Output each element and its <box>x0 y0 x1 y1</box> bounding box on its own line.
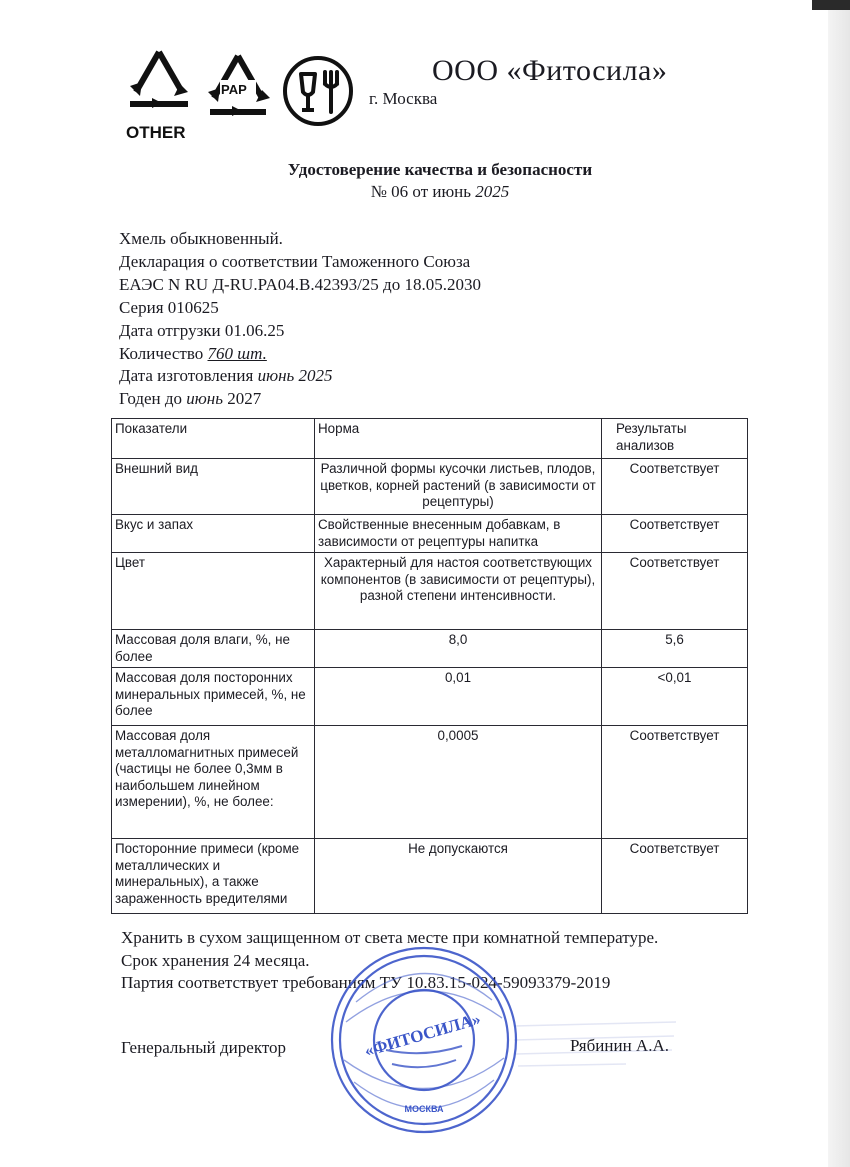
row-indicator: Внешний вид <box>112 459 315 515</box>
scan-corner-mark <box>812 0 850 10</box>
row-indicator: Массовая доля посторонних минеральных примесей, %, не более <box>112 668 315 726</box>
product-name: Хмель обыкновенный. <box>119 229 283 248</box>
director-title: Генеральный директор <box>121 1038 287 1057</box>
storage-note: Хранить в сухом защищенном от света месте при комнатной температуре. <box>121 928 659 947</box>
table-row <box>112 459 748 515</box>
expiry-label: Годен до <box>119 389 187 409</box>
header-cell-indicator: Показатели <box>112 419 315 459</box>
expiry-year: 2027 <box>222 389 262 409</box>
table-row <box>112 553 748 630</box>
header-cell-results: Результаты анализов <box>602 419 748 459</box>
declaration-line-2: ЕАЭС N RU Д-RU.PA04.B.42393/25 до 18.05.2030 <box>119 274 481 294</box>
row-result: Соответствует <box>602 839 748 914</box>
expiry-month: июнь <box>186 389 223 409</box>
document-title: Удостоверение качества и безопасности <box>287 160 593 179</box>
table-row <box>112 515 748 553</box>
quantity-value: 760 шт. <box>207 343 267 363</box>
row-norm: Не допускаются <box>315 839 602 914</box>
svg-text:«ФИТОСИЛА»: «ФИТОСИЛА» <box>362 1009 483 1061</box>
series: Серия 010625 <box>119 297 219 317</box>
manufacture-value: июнь 2025 <box>257 366 333 386</box>
table-row <box>112 839 748 914</box>
row-result: Соответствует <box>602 459 748 515</box>
header-cell-norm: Норма <box>315 419 602 459</box>
table-header-row <box>112 419 748 459</box>
row-indicator: Цвет <box>112 553 315 630</box>
svg-text:МОСКВА: МОСКВА <box>404 1104 444 1114</box>
company-city: г. Москва <box>369 89 438 108</box>
company-seal-stamp <box>326 942 522 1138</box>
row-indicator: Вкус и запах <box>112 515 315 553</box>
svg-text:OTHER: OTHER <box>126 123 186 142</box>
row-indicator: Массовая доля влаги, %, не более <box>112 630 315 668</box>
document-number-prefix: № 06 от июнь <box>370 182 476 201</box>
row-norm: Различной формы кусочки листьев, плодов, цветков, корней растений (в зависимости от рецептуры) <box>315 459 602 515</box>
row-norm: 0,01 <box>315 668 602 726</box>
table-row <box>112 726 748 839</box>
row-indicator: Массовая доля металломагнитных примесей (частицы не более 0,3мм в наибольшем линейном измерении), %, не более: <box>112 726 315 839</box>
company-name: ООО «Фитосила» <box>432 54 668 87</box>
table-row <box>112 668 748 726</box>
shipment-date: Дата отгрузки 01.06.25 <box>119 320 285 340</box>
manufacture-label: Дата изготовления <box>119 366 258 386</box>
table-row <box>112 630 748 668</box>
food-safe-glass-fork-icon <box>281 54 355 128</box>
row-result: Соответствует <box>602 553 748 630</box>
expiry-line <box>119 388 481 411</box>
row-result: Соответствует <box>602 515 748 553</box>
packaging-logos <box>118 46 358 146</box>
row-norm: Характерный для настоя соответствующих компонентов (в зависимости от рецептуры), разной степени интенсивности. <box>315 553 602 630</box>
faint-reverse-print <box>506 1014 686 1074</box>
quantity-label: Количество <box>119 343 208 363</box>
svg-text:PAP: PAP <box>221 82 247 97</box>
shelf-life-note: Срок хранения 24 месяца. <box>121 950 310 970</box>
row-norm: Свойственные внесенным добавкам, в зависимости от рецептуры напитка <box>315 515 602 553</box>
manufacture-line <box>119 365 481 388</box>
quality-table <box>111 418 748 914</box>
row-norm: 0,0005 <box>315 726 602 839</box>
row-result: <0,01 <box>602 668 748 726</box>
director-name: Рябинин А.А. <box>570 1036 669 1055</box>
recycle-other-icon <box>118 46 200 144</box>
row-result: Соответствует <box>602 726 748 839</box>
quantity-line <box>119 343 481 366</box>
document-number <box>0 182 850 202</box>
document-number-year: 2025 <box>475 182 510 201</box>
recycle-pap-icon <box>200 50 276 130</box>
product-info <box>119 228 481 411</box>
row-indicator: Посторонние примеси (кроме металлических и минеральных), а также зараженность вредителями <box>112 839 315 914</box>
declaration-line-1: Декларация о соответствии Таможенного Союза <box>119 251 471 271</box>
row-result: 5,6 <box>602 630 748 668</box>
row-norm: 8,0 <box>315 630 602 668</box>
compliance-note: Партия соответствует требованиям ТУ 10.83.15-024-59093379-2019 <box>121 973 611 992</box>
